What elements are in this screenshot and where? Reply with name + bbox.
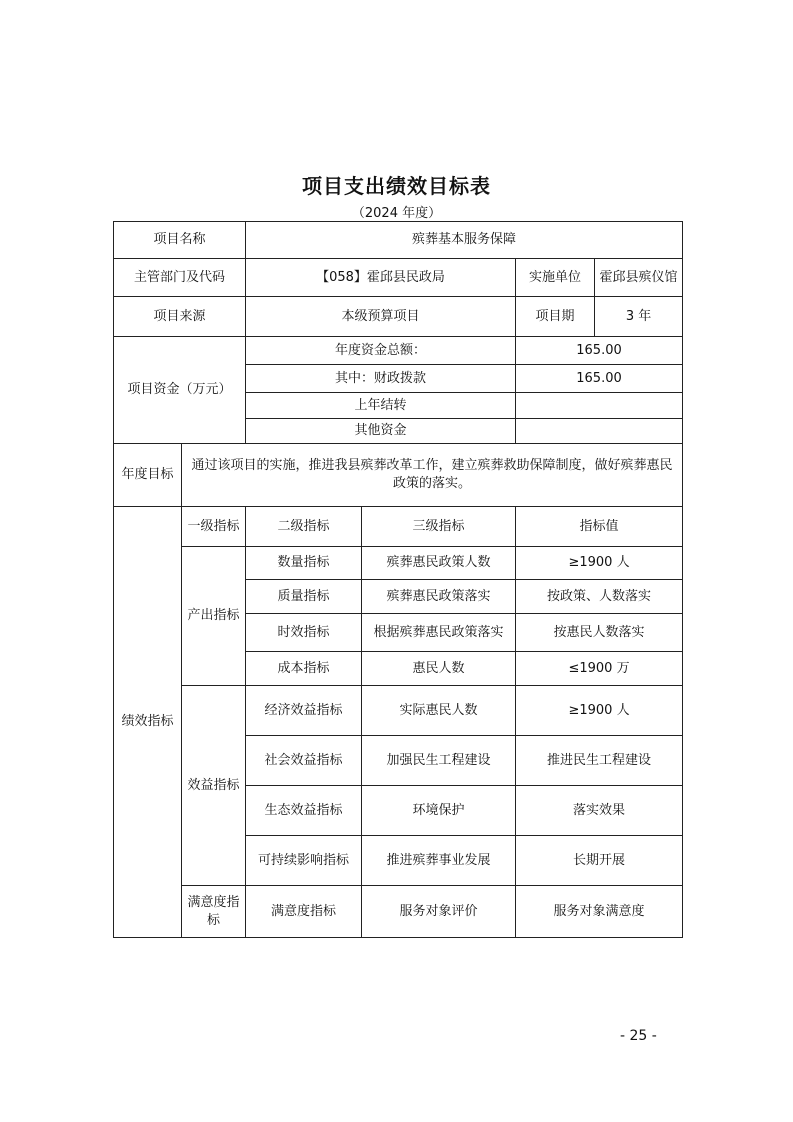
performance-target-table <box>113 221 683 938</box>
table-row <box>114 886 683 938</box>
value-cell: 按惠民人数落实 <box>516 614 683 652</box>
funds-carryover-label: 上年结转 <box>246 393 516 419</box>
level3-cell: 殡葬惠民政策落实 <box>362 580 516 614</box>
header-level2: 二级指标 <box>246 507 362 547</box>
year-subtitle: （2024 年度） <box>351 206 442 221</box>
funds-label: 项目资金（万元） <box>114 337 246 444</box>
row-department <box>114 259 683 297</box>
header-level3: 三级指标 <box>362 507 516 547</box>
row-funds-total <box>114 337 683 365</box>
header-level1: 一级指标 <box>182 507 246 547</box>
level2-cell: 满意度指标 <box>246 886 362 938</box>
row-indicator-headers <box>114 507 683 547</box>
level3-cell: 推进殡葬事业发展 <box>362 836 516 886</box>
row-project-name <box>114 222 683 259</box>
implementing-unit-label: 实施单位 <box>516 259 595 297</box>
project-source-value: 本级预算项目 <box>246 297 516 337</box>
project-period-value: 3 年 <box>595 297 683 337</box>
indicators-section-label: 绩效指标 <box>114 507 182 938</box>
funds-other-value <box>516 419 683 444</box>
funds-fiscal-value: 165.00 <box>516 365 683 393</box>
value-cell: 落实效果 <box>516 786 683 836</box>
page-number: - 25 - <box>620 1028 657 1044</box>
level2-cell: 成本指标 <box>246 652 362 686</box>
funds-total-label: 年度资金总额： <box>246 337 516 365</box>
level2-cell: 数量指标 <box>246 547 362 580</box>
project-source-label: 项目来源 <box>114 297 246 337</box>
value-cell: 长期开展 <box>516 836 683 886</box>
department-label: 主管部门及代码 <box>114 259 246 297</box>
project-period-label: 项目期 <box>516 297 595 337</box>
implementing-unit-value: 霍邱县殡仪馆 <box>595 259 683 297</box>
annual-goal-text: 通过该项目的实施，推进我县殡葬改革工作，建立殡葬救助保障制度，做好殡葬惠民政策的落实。 <box>182 444 683 507</box>
department-value: 【058】霍邱县民政局 <box>246 259 516 297</box>
level2-cell: 社会效益指标 <box>246 736 362 786</box>
funds-other-label: 其他资金 <box>246 419 516 444</box>
page-title: 项目支出绩效目标表 <box>302 174 491 198</box>
level2-cell: 可持续影响指标 <box>246 836 362 886</box>
header-value: 指标值 <box>516 507 683 547</box>
output-indicators-label: 产出指标 <box>182 547 246 686</box>
row-source <box>114 297 683 337</box>
value-cell: ≤1900 万 <box>516 652 683 686</box>
project-name-label: 项目名称 <box>114 222 246 259</box>
table-row <box>114 547 683 580</box>
level3-cell: 环境保护 <box>362 786 516 836</box>
table-row <box>114 686 683 736</box>
funds-carryover-value <box>516 393 683 419</box>
row-annual-goal <box>114 444 683 507</box>
funds-total-value: 165.00 <box>516 337 683 365</box>
level2-cell: 时效指标 <box>246 614 362 652</box>
level2-cell: 经济效益指标 <box>246 686 362 736</box>
level3-cell: 加强民生工程建设 <box>362 736 516 786</box>
level3-cell: 服务对象评价 <box>362 886 516 938</box>
level2-cell: 质量指标 <box>246 580 362 614</box>
funds-fiscal-label: 其中：财政拨款 <box>246 365 516 393</box>
value-cell: 推进民生工程建设 <box>516 736 683 786</box>
value-cell: ≥1900 人 <box>516 686 683 736</box>
annual-goal-label: 年度目标 <box>114 444 182 507</box>
level2-cell: 生态效益指标 <box>246 786 362 836</box>
value-cell: 按政策、人数落实 <box>516 580 683 614</box>
level3-cell: 实际惠民人数 <box>362 686 516 736</box>
benefit-indicators-label: 效益指标 <box>182 686 246 886</box>
level3-cell: 殡葬惠民政策人数 <box>362 547 516 580</box>
project-name-value: 殡葬基本服务保障 <box>246 222 683 259</box>
value-cell: ≥1900 人 <box>516 547 683 580</box>
value-cell: 服务对象满意度 <box>516 886 683 938</box>
level3-cell: 惠民人数 <box>362 652 516 686</box>
satisfaction-indicators-label: 满意度指标 <box>182 886 246 938</box>
level3-cell: 根据殡葬惠民政策落实 <box>362 614 516 652</box>
